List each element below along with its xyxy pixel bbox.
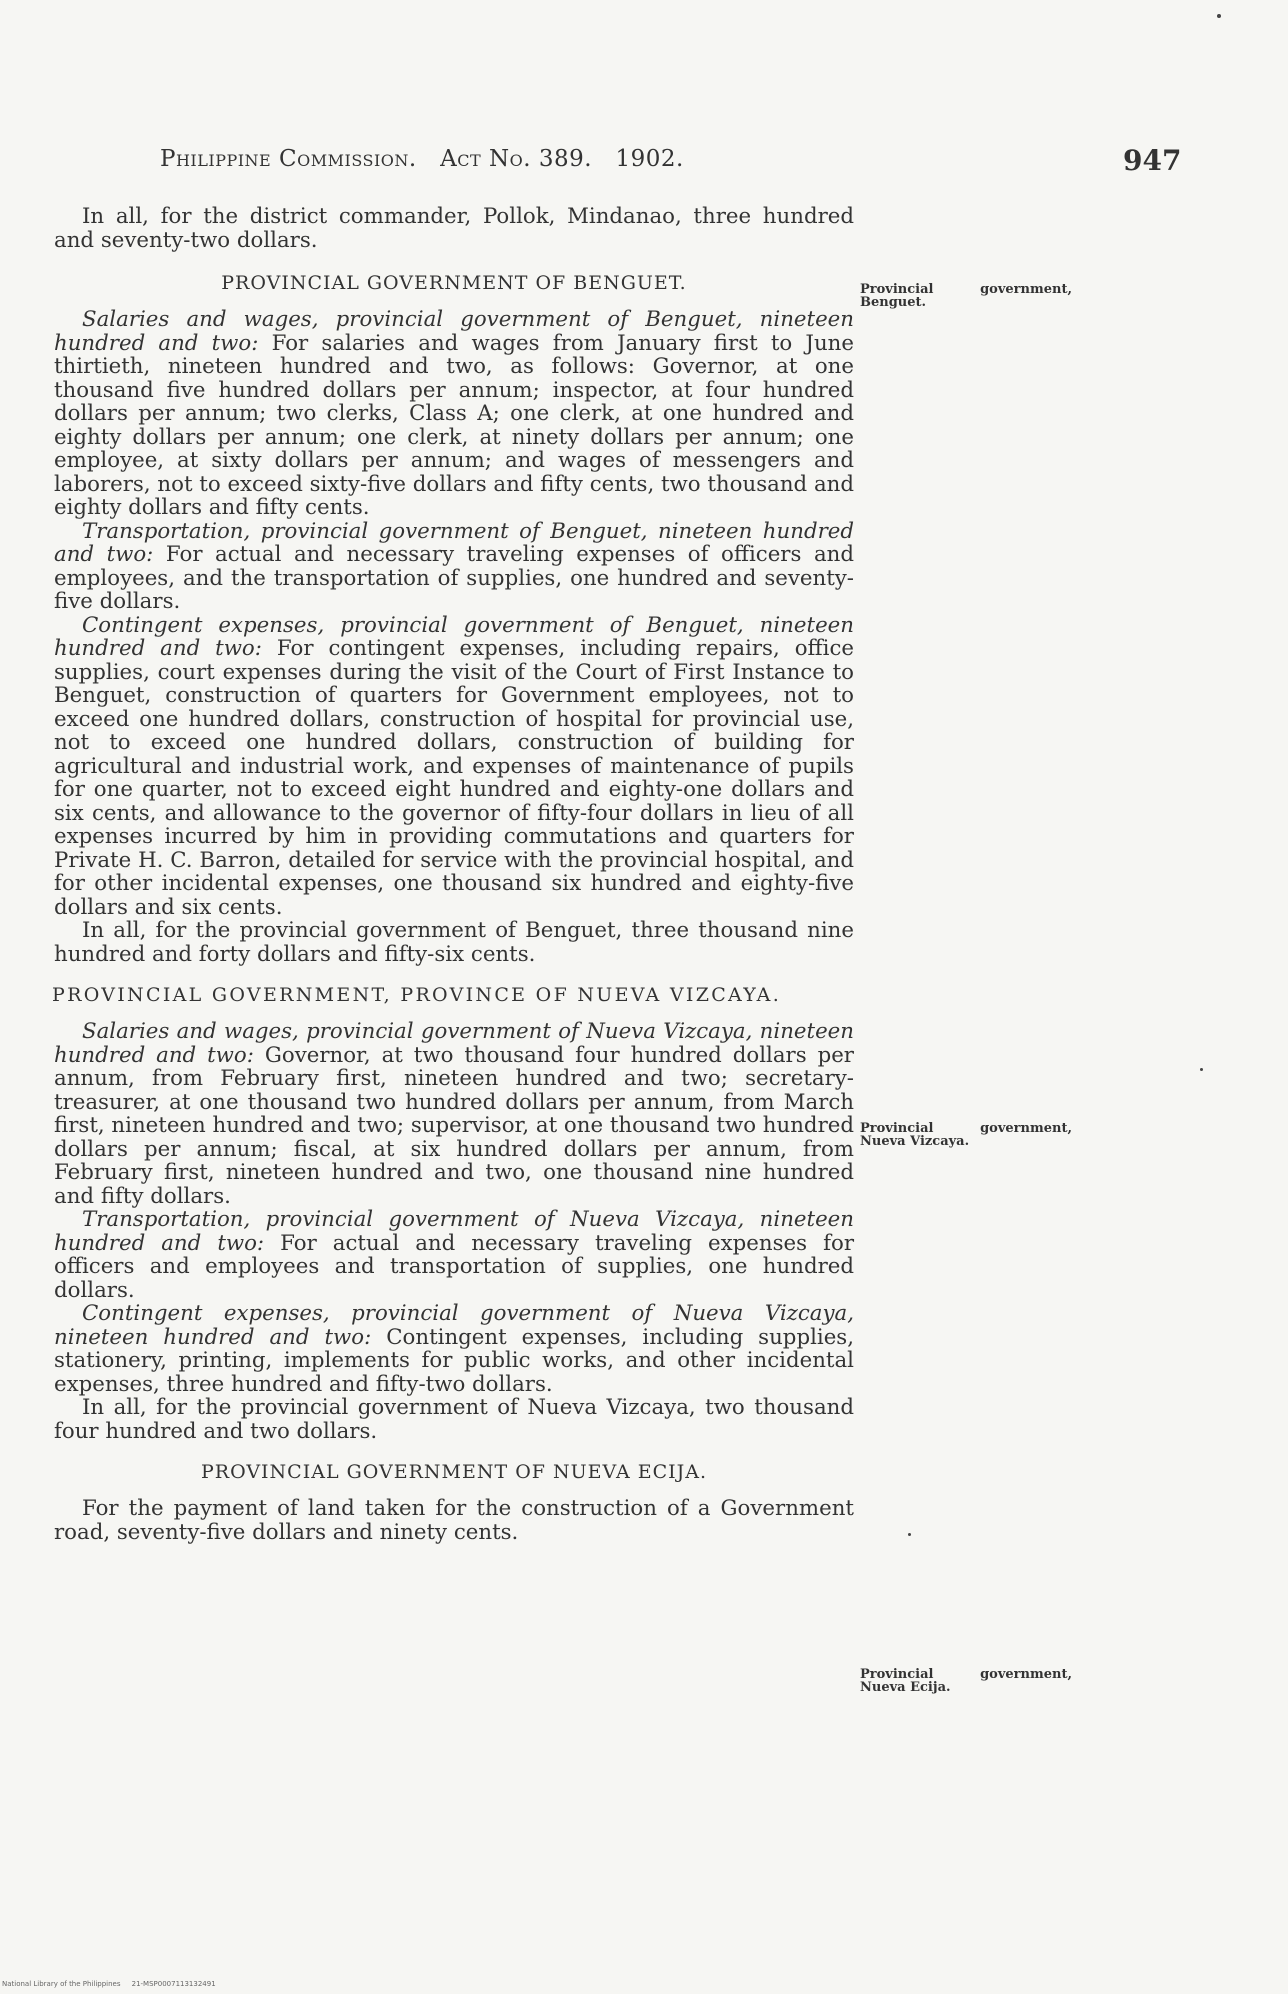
running-head: Philippine Commission. Act No. 389. 1902. [160, 146, 684, 172]
paragraph-text: For salaries and wages from January first to June thirtieth, nineteen hundred and two, as follows: Governor, at one thousand five hundred dollars per annum; inspector, at four hundred dollars per annum; two clerks, Class A; one clerk, at one hundred and eighty dollars per annum; one clerk, at ninety dollars per annum; one employee, at sixty dollars per annum; and wages of messengers and laborers, not to exceed sixty-five dollars and fifty cents, two thousand and eighty dollars and fifty cents. [54, 330, 854, 520]
section-heading-nueva-ecija: PROVINCIAL GOVERNMENT OF NUEVA ECIJA. [201, 1461, 707, 1483]
scan-speck [1217, 14, 1221, 18]
paragraph-text: Governor, at two thousand four hundred dollars per annum, from February first, nineteen hundred and two; secretary-treasurer, at one thousand two hundred dollars per annum, from March first, nineteen hundred and two; supervisor, at one thousand two hundred dollars per annum; fiscal, at six hundred dollars per annum, from February first, nineteen hundred and two, one thousand nine hundred and fifty dollars. [54, 1042, 854, 1209]
paragraph-benguet-salaries [54, 308, 854, 520]
paragraph-text: For contingent expenses, including repairs, office supplies, court expenses during the visit of the Court of First Instance to Benguet, construction of quarters for Government employees, not to exceed one hundred dollars, construction of hospital for provincial use, not to exceed one hundred dollars, construction of building for agricultural and industrial work, and expenses of maintenance of pupils for one quarter, not to exceed eight hundred and eighty-one dollars and six cents, and allowance to the governor of fifty-four dollars in lieu of all expenses incurred by him in providing commutations and quarters for Private H. C. Barron, detailed for service with the provincial hospital, and for other incidental expenses, one thousand six hundred and eighty-five dollars and six cents. [54, 636, 854, 920]
section-heading-benguet: PROVINCIAL GOVERNMENT OF BENGUET. [221, 272, 687, 294]
paragraph-text: For the payment of land taken for the construction of a Government road, seventy-five dollars and ninety cents. [54, 1496, 854, 1545]
page-number: 947 [1123, 144, 1182, 177]
paragraph-text: In all, for the provincial government of Nueva Vizcaya, two thousand four hundred and two dollars. [54, 1395, 854, 1444]
margin-note-nueva-ecija: Provincial government, Nueva Ecija. [860, 1667, 1072, 1695]
paragraph-text: For actual and necessary traveling expenses of officers and employees, and the transportation of supplies, one hundred and seventy-five dollars. [54, 542, 854, 614]
paragraph-ecija-payment [54, 1497, 854, 1544]
paragraph-text: For actual and necessary traveling expenses for officers and employees and transportation of supplies, one hundred dollars. [54, 1230, 854, 1303]
paragraph-vizcaya-salaries [54, 1020, 854, 1208]
paragraph-lead: Contingent expenses, provincial government of Nueva Vizcaya, nineteen hundred and two: [54, 1301, 854, 1350]
paragraph-vizcaya-transportation [54, 1208, 854, 1302]
footer-credit: National Library of the Philippines 21-MSP0007113132491 [2, 1980, 216, 1988]
paragraph-benguet-contingent [54, 614, 854, 920]
margin-note-benguet: Provincial government, Benguet. [860, 282, 1072, 310]
page-header [0, 146, 1288, 180]
paragraph-text: In all, for the provincial government of Benguet, three thousand nine hundred and forty dollars and fifty-six cents. [54, 918, 854, 967]
paragraph-lead: Salaries and wages, provincial government of Nueva Vizcaya, nineteen hundred and two: [54, 1019, 854, 1068]
paragraph-lead: Transportation, provincial government of Nueva Vizcaya, nineteen hundred and two: [54, 1207, 854, 1256]
margin-note-nueva-vizcaya: Provincial government, Nueva Vizcaya. [860, 1121, 1072, 1149]
paragraph-text: Contingent expenses, including supplies, stationery, printing, implements for public works, and other incidental expenses, three hundred and fifty-two dollars. [54, 1324, 855, 1397]
paragraph-lead: Transportation, provincial government of Benguet, nineteen hundred and two: [54, 518, 854, 567]
section-heading-nueva-vizcaya: PROVINCIAL GOVERNMENT, PROVINCE OF NUEVA VIZCAYA. [52, 984, 782, 1006]
opening-paragraph: In all, for the district commander, Pollok, Mindanao, three hundred and seventy-two dollars. [54, 204, 854, 253]
paragraph-vizcaya-contingent [54, 1302, 854, 1396]
paragraph-benguet-transportation [54, 520, 854, 614]
paragraph-vizcaya-total [54, 1396, 854, 1443]
scan-speck [908, 1533, 911, 1536]
body-text [54, 205, 854, 1544]
paragraph-lead: Contingent expenses, provincial government of Benguet, nineteen hundred and two: [54, 612, 854, 661]
paragraph-lead: Salaries and wages, provincial government of Benguet, nineteen hundred and two: [54, 307, 854, 356]
paragraph-benguet-total [54, 919, 854, 966]
scan-speck [1200, 1068, 1203, 1071]
